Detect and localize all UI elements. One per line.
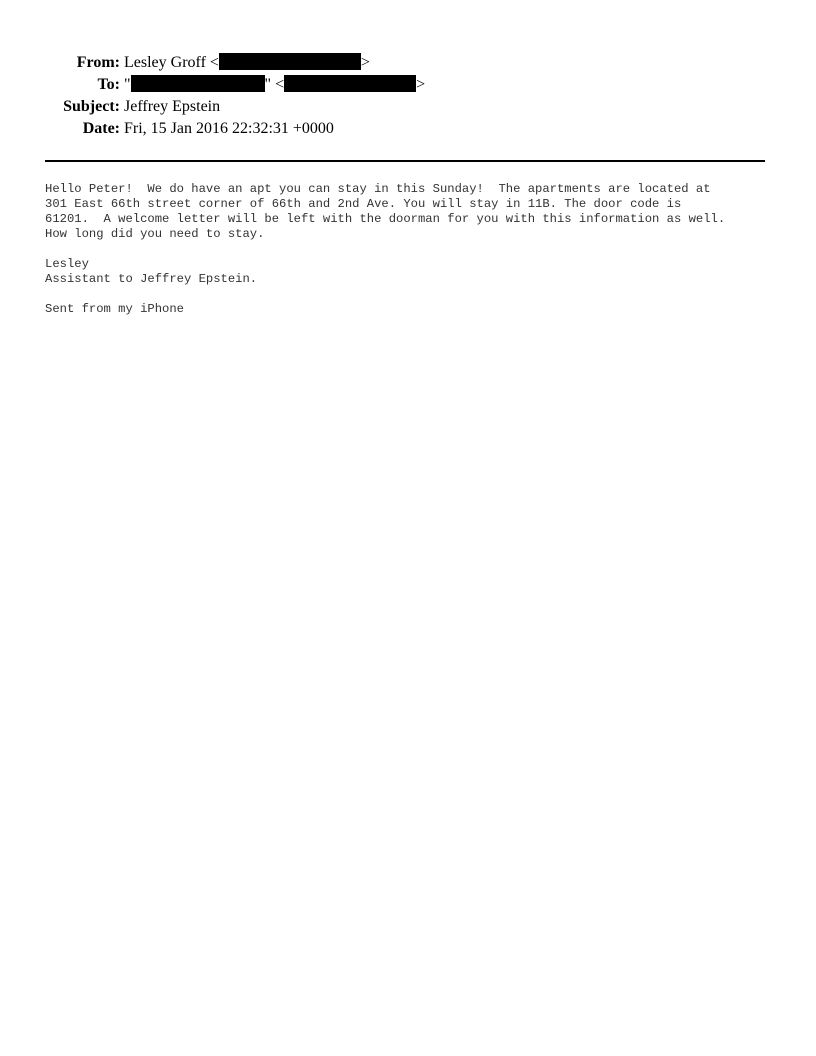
redaction-block: [284, 75, 416, 92]
from-row: [0, 52, 816, 74]
subject-row: [0, 96, 816, 118]
to-label: To:: [97, 76, 120, 93]
email-header: [0, 52, 816, 140]
body-line: 61201. A welcome letter will be left with the doorman for you with this information as well.: [45, 212, 726, 226]
from-value: [124, 52, 370, 74]
paragraph-gap: [45, 242, 785, 257]
header-divider: [45, 160, 765, 162]
date-label: Date:: [82, 120, 120, 137]
body-line: How long did you need to stay.: [45, 227, 265, 241]
to-close: >: [416, 76, 426, 93]
from-name: Lesley Groff <: [124, 54, 219, 71]
signature-name: Lesley: [45, 257, 89, 271]
redaction-block: [131, 75, 265, 92]
to-open-quote: ": [124, 76, 131, 93]
from-label: From:: [76, 54, 120, 71]
to-mid: " <: [264, 76, 285, 93]
body-line: 301 East 66th street corner of 66th and 2nd Ave. You will stay in 11B. The door code is: [45, 197, 682, 211]
to-row: [0, 74, 816, 96]
subject-label: Subject:: [63, 98, 120, 115]
sent-from-footer: Sent from my iPhone: [45, 302, 184, 316]
signature-title: Assistant to Jeffrey Epstein.: [45, 272, 258, 286]
paragraph-gap: [45, 287, 785, 302]
redaction-block: [219, 53, 361, 70]
date-row: [0, 118, 816, 140]
subject-value: Jeffrey Epstein: [124, 98, 221, 115]
date-value: Fri, 15 Jan 2016 22:32:31 +0000: [124, 120, 334, 137]
body-line: Hello Peter! We do have an apt you can stay in this Sunday! The apartments are located at: [45, 182, 711, 196]
email-body: [45, 182, 785, 317]
to-value: [124, 74, 425, 96]
from-close: >: [360, 54, 370, 71]
